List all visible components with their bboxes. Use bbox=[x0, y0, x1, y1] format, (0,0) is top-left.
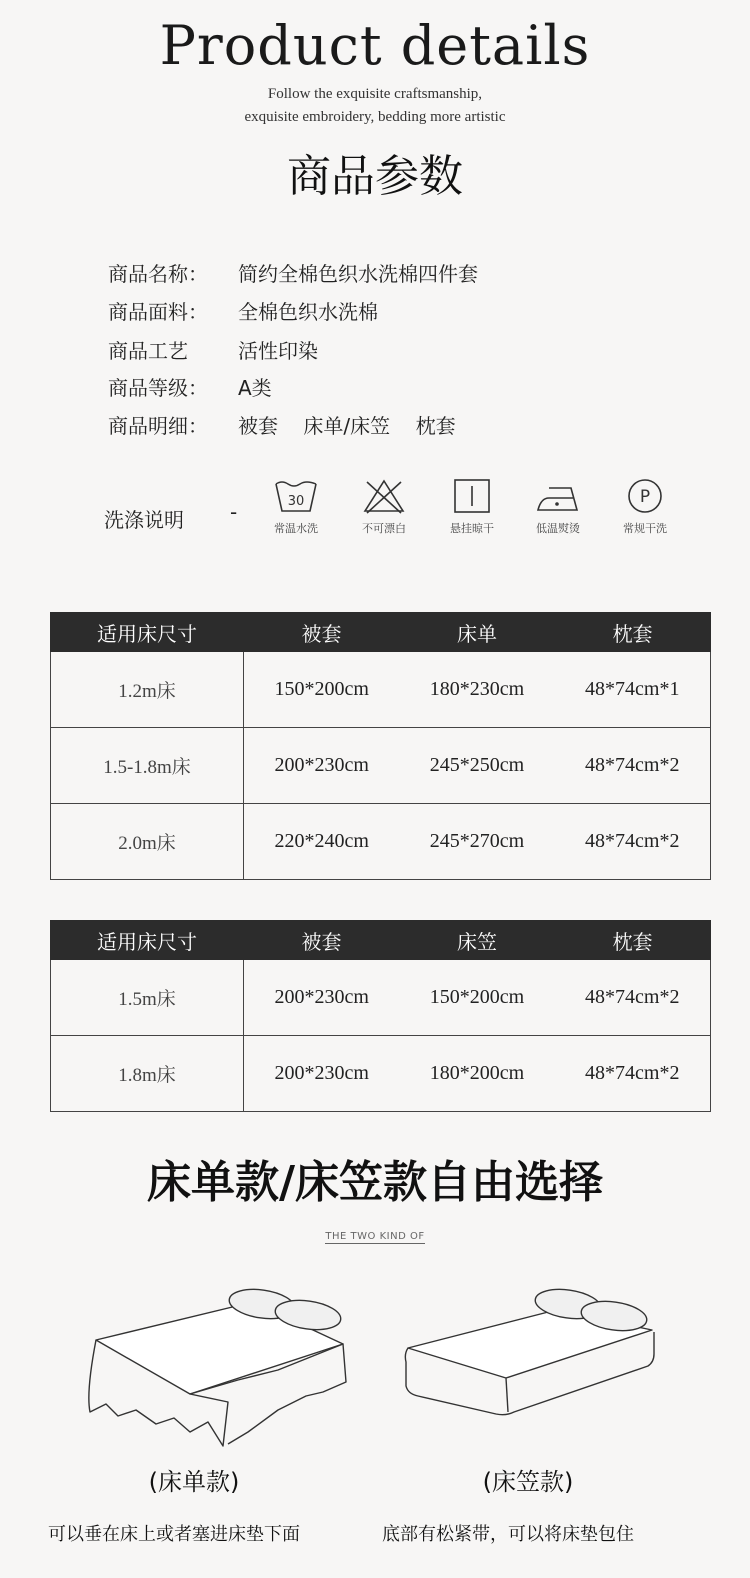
table-cell: 48*74cm*2 bbox=[555, 804, 711, 880]
wash-dash: - bbox=[230, 500, 238, 524]
wash-caption: 常规干洗 bbox=[623, 522, 667, 535]
table-header: 被套 bbox=[244, 613, 400, 652]
table-cell: 150*200cm bbox=[399, 960, 554, 1036]
spec-label: 商品名称： bbox=[108, 262, 208, 286]
table-row bbox=[51, 652, 711, 728]
flat-sheet-bed-illustration bbox=[78, 1282, 358, 1452]
table-header: 被套 bbox=[244, 921, 400, 960]
spec-row-craft bbox=[108, 335, 318, 365]
choose-title: 床单款/床笠款自由选择 bbox=[146, 1157, 604, 1208]
wash-caption: 不可漂白 bbox=[362, 522, 406, 535]
table-row bbox=[51, 960, 711, 1036]
table-cell: 48*74cm*2 bbox=[555, 1036, 711, 1112]
fitted-sheet-bed-illustration bbox=[396, 1282, 676, 1452]
table-cell: 48*74cm*2 bbox=[555, 728, 711, 804]
flat-sheet-description: 可以垂在床上或者塞进床垫下面 bbox=[48, 1524, 300, 1545]
subtitle-line-1: Follow the exquisite craftsmanship, bbox=[267, 86, 483, 102]
wash-item bbox=[427, 478, 517, 536]
table-header: 枕套 bbox=[555, 613, 711, 652]
wash-label: 洗涤说明 bbox=[104, 508, 184, 532]
table-cell: 1.2m床 bbox=[51, 652, 244, 728]
spec-row-detail bbox=[108, 410, 456, 440]
no-bleach-icon bbox=[361, 478, 407, 514]
page-title-en: Product details bbox=[159, 14, 591, 77]
table-cell: 1.5-1.8m床 bbox=[51, 728, 244, 804]
wash-item bbox=[600, 478, 690, 536]
spec-label: 商品等级： bbox=[108, 376, 208, 400]
table-cell: 48*74cm*1 bbox=[555, 652, 711, 728]
table-cell: 245*270cm bbox=[399, 804, 554, 880]
size-table-fitted bbox=[50, 920, 711, 1112]
table-cell: 150*200cm bbox=[244, 652, 400, 728]
table-cell: 200*230cm bbox=[244, 960, 400, 1036]
table-cell: 180*200cm bbox=[399, 1036, 554, 1112]
spec-label: 商品面料： bbox=[108, 300, 208, 324]
table-header: 枕套 bbox=[555, 921, 711, 960]
choose-subtitle bbox=[0, 1231, 750, 1242]
dry-clean-p-icon bbox=[622, 478, 668, 514]
spec-label: 商品工艺 bbox=[108, 339, 188, 363]
table-row bbox=[51, 728, 711, 804]
table-header: 适用床尺寸 bbox=[51, 613, 244, 652]
low-iron-icon bbox=[535, 478, 581, 514]
table-cell: 1.5m床 bbox=[51, 960, 244, 1036]
choose-subtitle-text: THE TWO KIND OF bbox=[325, 1231, 425, 1242]
spec-value: 全棉色织水洗棉 bbox=[238, 300, 378, 324]
hang-dry-icon bbox=[449, 478, 495, 514]
wash-caption: 常温水洗 bbox=[274, 522, 318, 535]
table-header: 床笠 bbox=[399, 921, 554, 960]
table-header-row bbox=[51, 921, 711, 960]
wash-item bbox=[251, 478, 341, 536]
spec-row-grade bbox=[108, 372, 272, 402]
spec-label: 商品明细： bbox=[108, 414, 208, 438]
wash-30-icon bbox=[273, 478, 319, 514]
table-cell: 48*74cm*2 bbox=[555, 960, 711, 1036]
spec-value: A类 bbox=[238, 376, 272, 400]
table-row bbox=[51, 1036, 711, 1112]
spec-row-fabric bbox=[108, 296, 378, 326]
spec-row-name bbox=[108, 258, 478, 288]
wash-caption: 悬挂晾干 bbox=[450, 522, 494, 535]
spec-value: 简约全棉色织水洗棉四件套 bbox=[238, 262, 478, 286]
spec-value: 被套 床单/床笠 枕套 bbox=[238, 414, 456, 438]
section-title-params: 商品参数 bbox=[287, 151, 463, 202]
wash-temp: 30 bbox=[287, 494, 305, 509]
table-cell: 180*230cm bbox=[399, 652, 554, 728]
table-cell: 245*250cm bbox=[399, 728, 554, 804]
spec-value: 活性印染 bbox=[238, 339, 318, 363]
table-cell: 220*240cm bbox=[244, 804, 400, 880]
table-cell: 2.0m床 bbox=[51, 804, 244, 880]
table-row bbox=[51, 804, 711, 880]
fitted-sheet-description: 底部有松紧带，可以将床垫包住 bbox=[382, 1524, 634, 1545]
dry-clean-letter: P bbox=[639, 487, 651, 507]
table-header: 适用床尺寸 bbox=[51, 921, 244, 960]
fitted-sheet-caption: (床笠款) bbox=[482, 1468, 574, 1496]
subtitle-line-2: exquisite embroidery, bedding more artistic bbox=[244, 109, 506, 125]
wash-item bbox=[513, 478, 603, 536]
wash-item bbox=[339, 478, 429, 536]
table-cell: 1.8m床 bbox=[51, 1036, 244, 1112]
table-header-row bbox=[51, 613, 711, 652]
table-cell: 200*230cm bbox=[244, 1036, 400, 1112]
wash-caption: 低温熨烫 bbox=[536, 522, 580, 535]
table-header: 床单 bbox=[399, 613, 554, 652]
flat-sheet-caption: (床单款) bbox=[148, 1468, 240, 1496]
size-table-sheet bbox=[50, 612, 711, 880]
table-cell: 200*230cm bbox=[244, 728, 400, 804]
